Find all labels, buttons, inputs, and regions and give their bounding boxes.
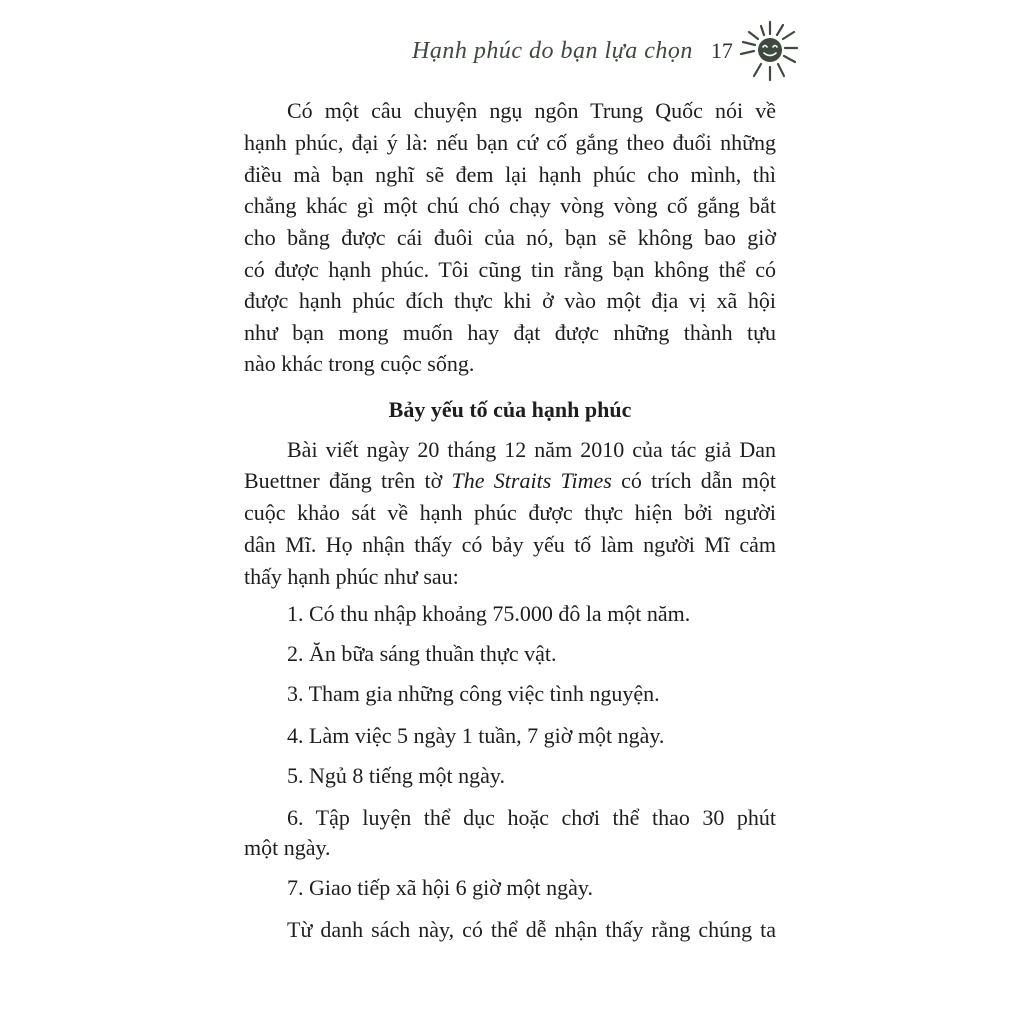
text-line: hạnh phúc, đại ý là: nếu bạn cứ cố gắng theo đuổi những xyxy=(244,130,776,155)
text-line: dân Mĩ. Họ nhận thấy có bảy yếu tố làm người Mĩ cảm xyxy=(244,532,776,557)
text-line: Có một câu chuyện ngụ ngôn Trung Quốc nói về xyxy=(287,98,776,123)
text-line: như bạn mong muốn hay đạt được những thành tựu xyxy=(244,320,776,345)
running-header xyxy=(412,26,801,76)
closing-line: Từ danh sách này, có thể dễ nhận thấy rằng chúng ta xyxy=(287,917,776,942)
text-line: cho bằng được cái đuôi của nó, bạn sẽ không bao giờ xyxy=(244,225,776,250)
list-item: 7. Giao tiếp xã hội 6 giờ một ngày. xyxy=(287,875,593,900)
text-line xyxy=(244,466,776,496)
text-line: có được hạnh phúc. Tôi cũng tin rằng bạn không thể có xyxy=(244,257,776,282)
text-span: có trích dẫn một xyxy=(611,468,777,493)
publication-title: The Straits Times xyxy=(451,468,612,493)
text-line: điều mà bạn nghĩ sẽ đem lại hạnh phúc cho mình, thì xyxy=(244,162,776,187)
page-number: 17 xyxy=(710,38,733,63)
list-item: 1. Có thu nhập khoảng 75.000 đô la một năm. xyxy=(287,601,691,626)
list-item: 3. Tham gia những công việc tình nguyện. xyxy=(287,681,660,706)
list-item: 4. Làm việc 5 ngày 1 tuần, 7 giờ một ngày. xyxy=(287,723,665,748)
list-item-continuation: một ngày. xyxy=(244,835,331,860)
running-title: Hạnh phúc do bạn lựa chọn xyxy=(412,37,693,64)
text-line: chẳng khác gì một chú chó chạy vòng vòng cố gắng bắt xyxy=(244,193,776,218)
text-line: được hạnh phúc đích thực khi ở vào một địa vị xã hội xyxy=(244,288,776,313)
text-line: cuộc khảo sát về hạnh phúc được thực hiện bởi người xyxy=(244,500,776,525)
text-line: Bài viết ngày 20 tháng 12 năm 2010 của tác giả Dan xyxy=(287,437,776,462)
list-item: 6. Tập luyện thể dục hoặc chơi thể thao 30 phút xyxy=(287,805,776,830)
text-span: Buettner đăng trên tờ xyxy=(244,468,452,493)
section-heading: Bảy yếu tố của hạnh phúc xyxy=(388,397,632,422)
list-item: 2. Ăn bữa sáng thuần thực vật. xyxy=(287,641,557,666)
text-line: nào khác trong cuộc sống. xyxy=(244,351,475,376)
text-line: thấy hạnh phúc như sau: xyxy=(244,564,459,589)
list-item: 5. Ngủ 8 tiếng một ngày. xyxy=(287,763,505,788)
smiling-sun-icon xyxy=(739,20,801,82)
